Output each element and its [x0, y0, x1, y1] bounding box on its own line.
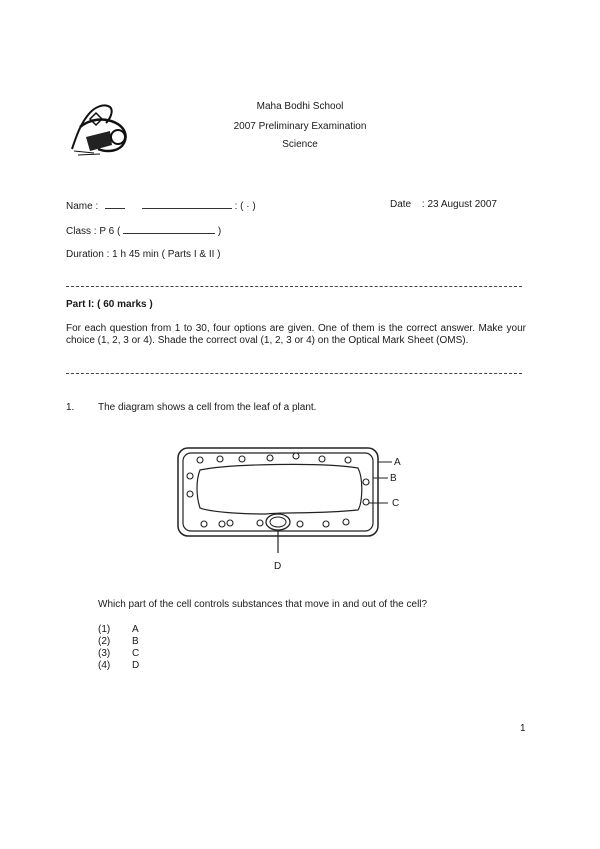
class-label: Class : P 6 ( [66, 226, 121, 237]
option-number: (3) [98, 648, 111, 659]
part-instructions: For each question from 1 to 30, four options are given. One of them is the correct answer. Make your choice (1, 2, 3 or 4). Shade the correct oval (1, 2, 3 or 4) on the Optical Mark Sheet (OMS). [66, 323, 526, 346]
name-label: Name : [66, 201, 99, 212]
name-index-paren: : ( · ) [234, 201, 256, 212]
school-logo [66, 97, 132, 159]
label-b: B [390, 473, 397, 484]
page-number: 1 [520, 723, 526, 734]
class-blank[interactable] [123, 224, 215, 234]
label-d: D [274, 561, 282, 572]
question-number: 1. [66, 402, 75, 413]
cell-wall-outer [178, 448, 378, 536]
vacuole [197, 464, 362, 514]
option-4[interactable] [98, 660, 139, 672]
question-prompt: Which part of the cell controls substances that move in and out of the cell? [98, 599, 428, 610]
option-number: (1) [98, 624, 111, 635]
date-label: Date [390, 199, 412, 210]
name-blank-2[interactable] [142, 199, 232, 209]
option-label: B [132, 636, 139, 647]
class-row [66, 224, 221, 237]
school-name: Maha Bodhi School [256, 101, 344, 112]
duration: Duration : 1 h 45 min ( Parts I & II ) [66, 249, 221, 260]
part-title: Part I: ( 60 marks ) [66, 299, 153, 310]
date-row [390, 199, 497, 210]
option-number: (4) [98, 660, 111, 671]
plant-cell-diagram [170, 440, 410, 580]
label-c: C [392, 498, 400, 509]
name-blank-1[interactable] [105, 199, 125, 209]
option-label: D [132, 660, 140, 671]
option-number: (2) [98, 636, 111, 647]
option-2[interactable] [98, 636, 139, 648]
date-value: : 23 August 2007 [421, 199, 497, 210]
option-label: A [132, 624, 139, 635]
exam-title: 2007 Preliminary Examination [233, 121, 367, 132]
class-close: ) [217, 226, 222, 237]
label-a: A [394, 457, 401, 468]
divider-bottom [66, 373, 522, 374]
subject-title: Science [282, 139, 318, 150]
option-1[interactable] [98, 624, 139, 636]
option-3[interactable] [98, 648, 139, 660]
option-label: C [132, 648, 140, 659]
name-row [66, 199, 256, 212]
divider-top [66, 286, 522, 287]
question-text: The diagram shows a cell from the leaf of a plant. [98, 402, 317, 413]
